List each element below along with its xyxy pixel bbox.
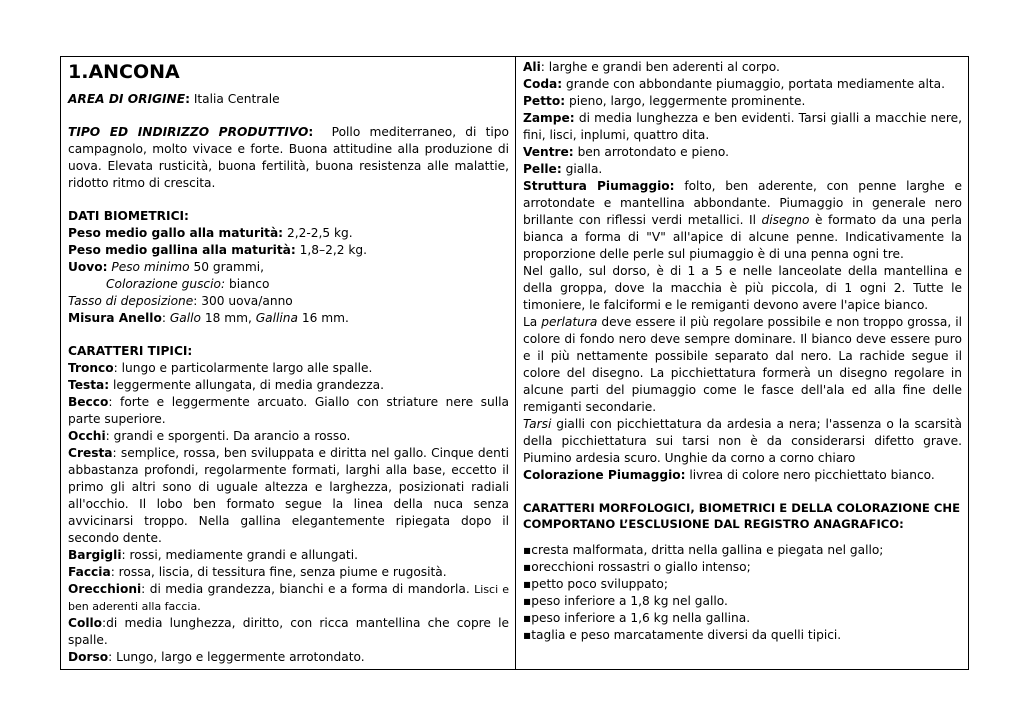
zampe-label: Zampe: xyxy=(523,111,575,125)
bargigli-text: : rossi, mediamente grandi e allungati. xyxy=(121,548,358,562)
perlatura-paragraph xyxy=(523,314,962,416)
cresta-text: : semplice, rossa, ben sviluppata e diritta nel gallo. Cinque denti abbastanza profondi, regolarmente formati, larghi alla base, eccetto il primo gli altri sono di uguale altezza e larghezza, posizionati radiali all'occhio. Il lobo ben formato segue la linea della nuca senza avvicinarsi troppo. Nella gallina elegantemente ripiegata dopo il secondo dente. xyxy=(68,446,509,545)
tronco-text: : lungo e particolarmente largo alle spalle. xyxy=(113,361,373,375)
tronco-label: Tronco xyxy=(68,361,114,375)
anello-line: Misura Anello: Gallo 18 mm, Gallina 16 mm. xyxy=(68,311,349,325)
collo-line xyxy=(68,615,509,649)
dorso-label: Dorso xyxy=(68,650,109,664)
pelle-label: Pelle: xyxy=(523,162,562,176)
uovo-min-label: Peso minimo xyxy=(111,260,190,274)
anello-label: Misura Anello xyxy=(68,311,162,325)
occhi-text: : grandi e sporgenti. Da arancio a rosso. xyxy=(105,429,351,443)
tasso-line xyxy=(68,293,509,310)
pelle-text: gialla. xyxy=(565,162,603,176)
testa-text: leggermente allungata, di media grandezza. xyxy=(113,378,384,392)
uovo-line xyxy=(68,259,509,276)
perlatura-text: deve essere il più regolare possibile e non troppo grossa, il colore di fondo nero deve sempre dominare. Il bianco deve essere puro e il più nettamente possibile separato dal nero. La rachide segue il colore del disegno. La picchiettatura formerà un disegno regolare in alcune parti del piumaggio come le fasce dell'ala ed alla fine delle remiganti secondarie. xyxy=(523,315,963,414)
esclusione-item: ▪petto poco sviluppato; xyxy=(523,577,668,591)
gallo-weight-line xyxy=(68,225,509,242)
collo-label: Collo xyxy=(68,616,103,630)
petto-label: Petto: xyxy=(523,94,566,108)
zampe-line xyxy=(523,110,962,144)
occhi-line xyxy=(68,428,509,445)
petto-line xyxy=(523,93,962,110)
perlatura-pre: La xyxy=(523,315,538,329)
origin-label: AREA DI ORIGINE xyxy=(68,92,186,106)
guscio-line xyxy=(68,276,509,293)
testa-line xyxy=(68,377,509,394)
gallina-weight-line xyxy=(68,242,509,259)
colorazione-label: Colorazione Piumaggio: xyxy=(523,468,686,482)
faccia-line xyxy=(68,564,509,581)
struttura-paragraph xyxy=(523,178,962,263)
tipo-label: TIPO ED INDIRIZZO PRODUTTIVO xyxy=(68,125,309,139)
guscio-value: bianco xyxy=(228,277,270,291)
uovo-min-value: 50 grammi, xyxy=(193,260,265,274)
ali-label: Ali xyxy=(523,60,541,74)
tipo-text: Pollo mediterraneo, di tipo campagnolo, molto vivace e forte. Buona attitudine alla produzione di uova. Elevata rusticità, buona fertilità, buona resistenza alle malattie, ridotto ritmo di crescita. xyxy=(68,125,509,190)
breed-card-table xyxy=(60,56,969,670)
dati-heading: DATI BIOMETRICI: xyxy=(68,209,189,223)
dorso-line xyxy=(68,649,509,666)
esclusione-item: ▪orecchioni rossastri o giallo intenso; xyxy=(523,560,751,574)
occhi-label: Occhi xyxy=(68,429,106,443)
faccia-text: : rossa, liscia, di tessitura fine, senza piume e rugosità. xyxy=(110,565,447,579)
anello-gallo-value: 18 mm, xyxy=(204,311,252,325)
tarsi-paragraph xyxy=(523,416,962,467)
ali-text: : larghe e grandi ben aderenti al corpo. xyxy=(540,60,780,74)
esclusione-heading: CARATTERI MORFOLOGICI, BIOMETRICI E DELLA COLORAZIONE CHE COMPORTANO L’ESCLUSIONE DAL REGISTRO ANAGRAFICO: xyxy=(523,501,960,531)
esclusione-item: ▪cresta malformata, dritta nella gallina e piegata nel gallo; xyxy=(523,543,884,557)
guscio-label: Colorazione guscio: xyxy=(106,277,226,291)
anello-gallo-label: Gallo xyxy=(169,311,201,325)
tipo-paragraph: TIPO ED INDIRIZZO PRODUTTIVO: Pollo mediterraneo, di tipo campagnolo, molto vivace e forte. Buona attitudine alla produzione di uova. Elevata rusticità, buona fertilità, buona resistenza alle malattie, ridotto ritmo di crescita. xyxy=(68,125,509,190)
origin-line: AREA DI ORIGINE: Italia Centrale xyxy=(68,92,280,106)
testa-label: Testa: xyxy=(68,378,110,392)
tasso-label: Tasso di deposizione xyxy=(68,294,194,308)
zampe-text: di media lunghezza e ben evidenti. Tarsi gialli a macchie nere, fini, lisci, inplumi, quattro dita. xyxy=(523,111,963,142)
cresta-line xyxy=(68,445,509,547)
ventre-text: ben arrotondato e pieno. xyxy=(577,145,729,159)
caratteri-heading: CARATTERI TIPICI: xyxy=(68,344,193,358)
becco-label: Becco xyxy=(68,395,109,409)
orecchioni-text: : di media grandezza, bianchi e a forma di mandorla. xyxy=(141,582,470,596)
ali-line xyxy=(523,59,962,76)
tarsi-text: gialli con picchiettatura da ardesia a nera; l'assenza o la scarsità della picchiettatura sui tarsi non è da considerarsi difetto grave. Piumino ardesia scuro. Unghie da corno a corno chiaro xyxy=(523,417,963,465)
dorso-text: : Lungo, largo e leggermente arrotondato. xyxy=(108,650,365,664)
becco-text: : forte e leggermente arcuato. Giallo con striature nere sulla parte superiore. xyxy=(68,395,509,426)
bargigli-line xyxy=(68,547,509,564)
colorazione-text: livrea di colore nero picchiettato bianco. xyxy=(689,468,935,482)
anello-gallina-label: Gallina xyxy=(255,311,298,325)
esclusione-item: ▪peso inferiore a 1,6 kg nella gallina. xyxy=(523,611,751,625)
struttura-text-2: è formato da una perla bianca a forma di "V" all'apice di alcune penne. Indicativamente la proporzione delle perle sul piumaggio è di una penna ogni tre. xyxy=(523,213,962,261)
ventre-label: Ventre: xyxy=(523,145,574,159)
esclusione-item: ▪peso inferiore a 1,8 kg nel gallo. xyxy=(523,594,728,608)
breed-title: 1.ANCONA xyxy=(68,61,180,83)
orecchioni-small-text: Lisci e ben aderenti alla faccia. xyxy=(68,583,509,613)
petto-text: pieno, largo, leggermente prominente. xyxy=(568,94,806,108)
left-column xyxy=(61,57,516,670)
origin-value: Italia Centrale xyxy=(193,92,280,106)
coda-text: grande con abbondante piumaggio, portata mediamente alta. xyxy=(566,77,946,91)
collo-text: :di media lunghezza, diritto, con ricca mantellina che copre le spalle. xyxy=(68,616,509,647)
pelle-line xyxy=(523,161,962,178)
struttura-label: Struttura Piumaggio: xyxy=(523,179,675,193)
right-column xyxy=(516,57,969,670)
faccia-label: Faccia xyxy=(68,565,111,579)
cresta-label: Cresta xyxy=(68,446,113,460)
tarsi-word: Tarsi xyxy=(523,417,552,431)
anello-gallina-value: 16 mm. xyxy=(301,311,349,325)
gallo-weight-value: 2,2-2,5 kg. xyxy=(286,226,353,240)
gallina-weight-value: 1,8–2,2 kg. xyxy=(299,243,368,257)
esclusione-item: ▪taglia e peso marcatamente diversi da quelli tipici. xyxy=(523,628,842,642)
becco-line xyxy=(68,394,509,428)
gallo-paragraph: Nel gallo, sul dorso, è di 1 a 5 e nelle lanceolate della mantellina e della groppa, dove la macchia è più piccola, di 1 ogni 2. Tutte le timoniere, le falciformi e le remiganti devono avere l'apice bianco. xyxy=(523,264,962,312)
orecchioni-line xyxy=(68,581,509,615)
uovo-label: Uovo: xyxy=(68,260,108,274)
esclusione-list xyxy=(523,542,962,644)
colorazione-line xyxy=(523,467,962,484)
gallina-weight-label: Peso medio gallina alla maturità: xyxy=(68,243,296,257)
struttura-text-1: folto, ben aderente, con penne larghe e arrotondate e mantellina abbondante. Piumaggio in generale nero brillante con riflessi verdi metallici. Il xyxy=(523,179,962,227)
perlatura-word: perlatura xyxy=(541,315,598,329)
ventre-line xyxy=(523,144,962,161)
tasso-value: : 300 uova/anno xyxy=(193,294,293,308)
bargigli-label: Bargigli xyxy=(68,548,122,562)
orecchioni-label: Orecchioni xyxy=(68,582,142,596)
gallo-weight-label: Peso medio gallo alla maturità: xyxy=(68,226,284,240)
coda-label: Coda: xyxy=(523,77,563,91)
disegno-word: disegno xyxy=(761,213,810,227)
tronco-line xyxy=(68,360,509,377)
coda-line xyxy=(523,76,962,93)
